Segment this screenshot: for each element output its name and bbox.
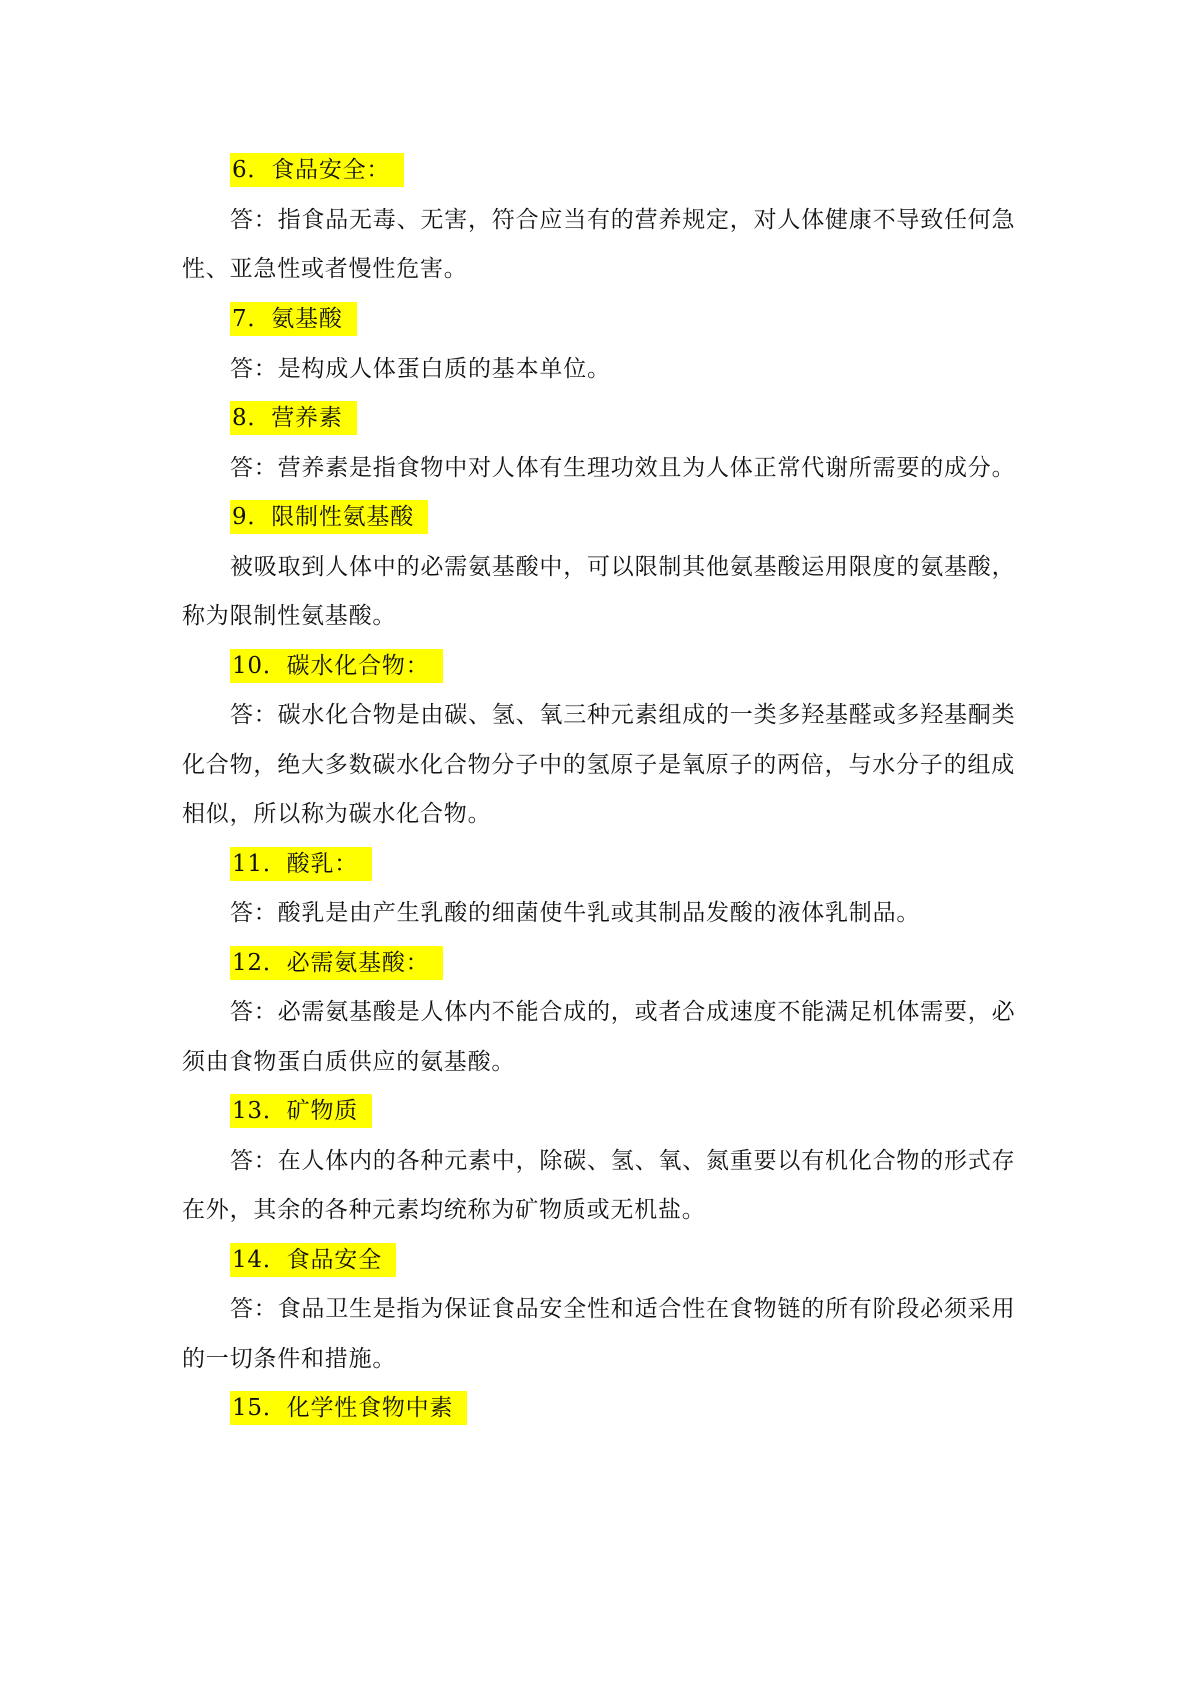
term-heading-text: 12．必需氨基酸： [230, 946, 443, 980]
answer-line: 答：在人体内的各种元素中，除碳、氢、氧、氮重要以有机化合物的形式存 [230, 1148, 1016, 1174]
answer-line: 答：碳水化合物是由碳、氢、氧三种元素组成的一类多羟基醛或多羟基酮类 [230, 702, 1016, 728]
term-heading-text: 11．酸乳： [230, 847, 372, 881]
answer-line: 性、亚急性或者慢性危害。 [182, 256, 468, 282]
term-heading-text: 7．氨基酸 [230, 302, 357, 336]
answer-line: 答：指食品无毒、无害，符合应当有的营养规定，对人体健康不导致任何急 [230, 207, 1016, 233]
answer-line: 被吸取到人体中的必需氨基酸中，可以限制其他氨基酸运用限度的氨基酸， [230, 554, 1016, 580]
term-heading [230, 639, 1012, 693]
answer-line: 相似，所以称为碳水化合物。 [182, 801, 492, 827]
term-heading-text: 10．碳水化合物： [230, 649, 443, 683]
term-heading-text: 9．限制性氨基酸 [230, 500, 428, 534]
term-heading [230, 143, 1012, 197]
term-heading-text: 13．矿物质 [230, 1094, 372, 1128]
answer-line: 化合物，绝大多数碳水化合物分子中的氢原子是氧原子的两倍，与水分子的组成 [182, 752, 1015, 778]
term-heading-text: 15．化学性食物中素 [230, 1391, 467, 1425]
term-heading [230, 1084, 1012, 1138]
answer-line: 答：必需氨基酸是人体内不能合成的，或者合成速度不能满足机体需要，必 [230, 999, 1016, 1025]
answer-line: 在外，其余的各种元素均统称为矿物质或无机盐。 [182, 1197, 706, 1223]
answer-line: 须由食物蛋白质供应的氨基酸。 [182, 1049, 516, 1075]
answer-line: 称为限制性氨基酸。 [182, 603, 397, 629]
answer-line: 答：酸乳是由产生乳酸的细菌使牛乳或其制品发酸的液体乳制品。 [230, 900, 921, 926]
term-heading-text: 14．食品安全 [230, 1243, 396, 1277]
term-heading [230, 936, 1012, 990]
answer-line: 答：营养素是指食物中对人体有生理功效且为人体正常代谢所需要的成分。 [230, 455, 1016, 481]
term-heading [230, 292, 1012, 346]
answer-line: 答：是构成人体蛋白质的基本单位。 [230, 356, 611, 382]
term-heading [230, 490, 1012, 544]
term-heading-text: 8．营养素 [230, 401, 357, 435]
term-heading [230, 391, 1012, 445]
term-heading [230, 837, 1012, 891]
term-heading [230, 1381, 1012, 1435]
term-heading-text: 6．食品安全： [230, 153, 404, 187]
answer-line: 的一切条件和措施。 [182, 1346, 397, 1372]
answer-line: 答：食品卫生是指为保证食品安全性和适合性在食物链的所有阶段必须采用 [230, 1296, 1016, 1322]
term-heading [230, 1233, 1012, 1287]
